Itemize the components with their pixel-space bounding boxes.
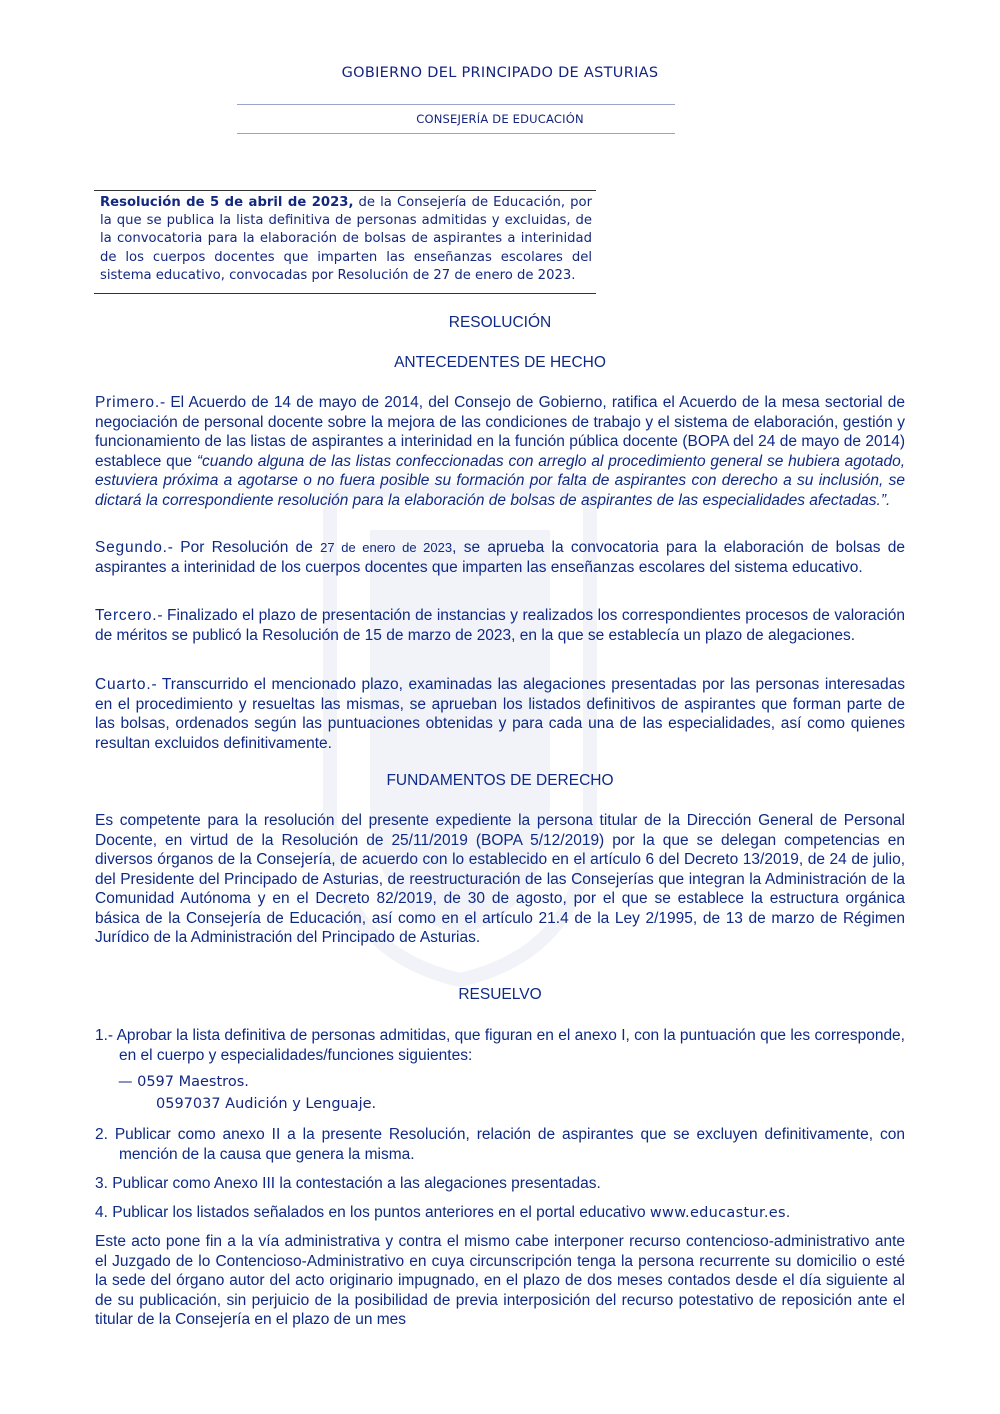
title-resuelvo: RESUELVO	[458, 986, 542, 1003]
department-header: CONSEJERÍA DE EDUCACIÓN	[416, 112, 584, 126]
title-antecedentes: ANTECEDENTES DE HECHO	[394, 354, 606, 371]
resuelvo-item-4	[95, 1203, 905, 1224]
segundo-date: 27 de enero de 2023	[320, 540, 453, 555]
government-header: GOBIERNO DEL PRINCIPADO DE ASTURIAS	[341, 65, 659, 81]
specialty-item: 0597037 Audición y Lenguaje.	[156, 1096, 377, 1112]
paragraph-tercero	[95, 606, 905, 645]
paragraph-recurso: Este acto pone fin a la vía administrativa y contra el mismo cabe interponer recurso contencioso-administrativo ante el Juzgado de lo Contencioso-Administrativo en cuya circunscripción tenga la persona recurrente su domicilio o esté la sede del órgano autor del acto originario impugnado, en el plazo de dos meses contados desde el día siguiente al de su publicación, sin perjuicio de la posibilidad de previa interposición del recurso potestativo de reposición ante el titular de la Consejería en el plazo de un mes	[95, 1233, 905, 1328]
teaching-body: — 0597 Maestros.	[118, 1074, 249, 1090]
summary-bold-title: Resolución de 5 de abril de 2023,	[100, 195, 354, 210]
tercero-text: - Finalizado el plazo de presentación de instancias y realizados los correspondientes procesos de valoración de méritos se publicó la Resolución de 15 de marzo de 2023, en la que se establecía un plazo de alegaciones.	[95, 607, 905, 644]
title-resolucion: RESOLUCIÓN	[448, 314, 552, 331]
label-segundo: Segundo.	[95, 539, 168, 556]
label-cuarto: Cuarto.	[95, 676, 152, 693]
summary-text: de la Consejería de Educación, por la que se publica la lista definitiva de personas admitidas y excluidas, de la convocatoria para la elaboración de bolsas de aspirantes a interinidad de los cuerpos docentes que imparten las enseñanzas escolares del sistema educativo, convocadas por Resolución de 27 de enero de 2023.	[100, 195, 592, 283]
cuarto-text: - Transcurrido el mencionado plazo, examinadas las alegaciones presentadas por las personas interesadas en el procedimiento y resueltas las mismas, se aprueban los listados definitivos de aspirantes que forman parte de las bolsas, ordenados según las puntuaciones obtenidas y para cada una de las especialidades, así como quienes resultan excluidos definitivamente.	[95, 676, 905, 752]
title-fundamentos: FUNDAMENTOS DE DERECHO	[386, 772, 614, 789]
segundo-text-a: - Por Resolución de	[167, 539, 321, 556]
primero-quote: “cuando alguna de las listas confeccionadas con arreglo al procedimiento general se hubiera agotado, estuviera próxima a agotarse o no fuera posible su formación por falta de aspirantes con derecho a su inclusión, se dictará la correspondiente resolución para la elaboración de bolsas de aspirantes de las especialidades afectadas.”.	[95, 452, 906, 509]
resuelvo-item-1: 1.- Aprobar la lista definitiva de personas admitidas, que figuran en el anexo I, con la puntuación que les corresponde, en el cuerpo y especialidades/funciones siguientes:	[95, 1027, 905, 1064]
paragraph-cuarto	[95, 675, 905, 753]
segundo-text-b: , se aprueba la convocatoria para la elaboración de bolsas de aspirantes a interinidad de los cuerpos docentes que imparten las enseñanzas escolares del sistema educativo.	[95, 539, 906, 576]
primero-text: - El Acuerdo de 14 de mayo de 2014, del Consejo de Gobierno, ratifica el Acuerdo de la mesa sectorial de negociación de personal docente sobre la mejora de las condiciones de trabajo y el sistema de elaboración, gestión y funcionamiento de las listas de aspirantes a interinidad en la función pública docente (BOPA del 24 de mayo de 2014) establece que	[95, 394, 905, 470]
label-primero: Primero.	[95, 394, 160, 411]
resolution-summary-box	[94, 190, 596, 294]
label-tercero: Tercero.	[95, 607, 158, 624]
item-4-end: .	[785, 1204, 791, 1221]
resuelvo-item-2: 2. Publicar como anexo II a la presente Resolución, relación de aspirantes que se excluyen definitivamente, con mención de la causa que genera la misma.	[95, 1126, 905, 1163]
paragraph-primero	[95, 393, 905, 510]
educastur-link[interactable]: www.educastur.es	[649, 1205, 786, 1221]
header-rule-top	[237, 104, 675, 105]
resuelvo-item-3: 3. Publicar como Anexo III la contestación a las alegaciones presentadas.	[95, 1175, 601, 1192]
paragraph-segundo	[95, 538, 905, 577]
header-rule-bottom	[237, 133, 675, 134]
paragraph-fundamentos: Es competente para la resolución del presente expediente la persona titular de la Dirección General de Personal Docente, en virtud de la Resolución de 25/11/2019 (BOPA 5/12/2019) por la que se delegan competencias en diversos órganos de la Consejería, de acuerdo con lo establecido en el artículo 6 del Decreto 13/2019, de 24 de julio, del Presidente del Principado de Asturias, de reestructuración de las Consejerías que integran la Administración de la Comunidad Autónoma y en el Decreto 82/2019, de 30 de agosto, por el que se establece la estructura orgánica básica de la Consejería de Educación, así como en el artículo 21.4 de la Ley 2/1995, de 13 de marzo de Régimen Jurídico de la Administración del Principado de Asturias.	[95, 812, 905, 946]
item-4-text: 4. Publicar los listados señalados en los puntos anteriores en el portal educativo	[95, 1204, 650, 1221]
